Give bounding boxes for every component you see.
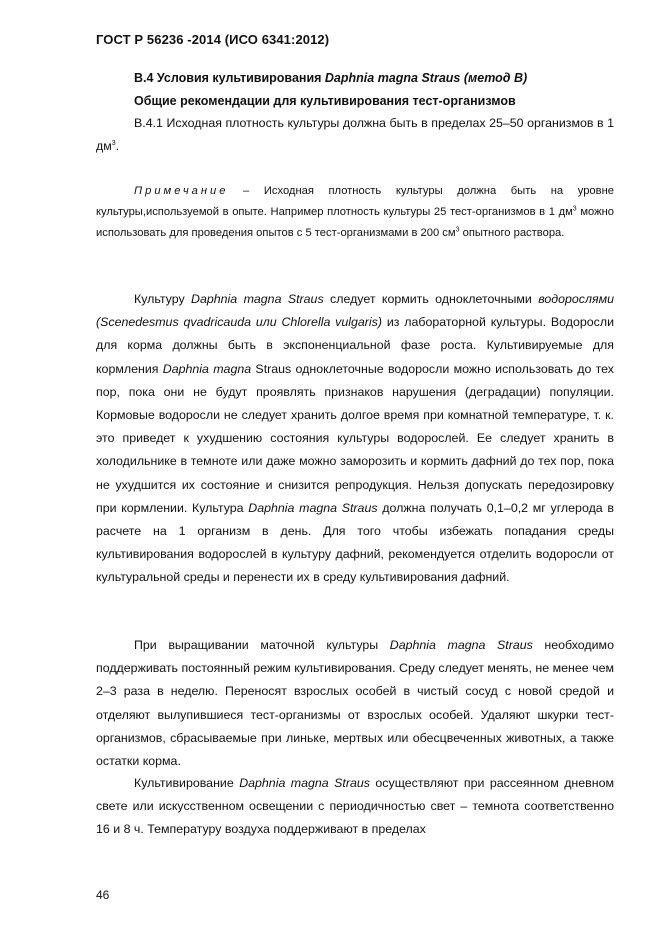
- section-title-text: В.4 Условия культивирования: [134, 71, 325, 85]
- algae-names: водорослями (Scenedesmus qvadricauda или Chlorella vulgaris): [96, 292, 614, 330]
- superscript: 3: [111, 140, 116, 148]
- species-name: Daphnia magna Straus: [239, 776, 370, 790]
- species-name: Daphnia magna Straus: [248, 500, 378, 515]
- text-run: из лабораторной культуры. Водоросли для корма должны быть в экспоненциальной фазе роста. Культивируемые для кормления: [96, 315, 614, 376]
- section-title-species: Daphnia magna Straus (метод В): [324, 71, 528, 85]
- paragraph-stock-culture: [96, 634, 614, 773]
- note-label: Примечание: [134, 185, 229, 197]
- text-run: необходимо поддерживать постоянный режим культивирования. Среду следует менять, не менее чем 2–3 раза в неделю. Переносят взрослых особей в чистый сосуд с новой средой и отделяют вылупившиеся тест-организмы от взрослых особей. Удаляют шкурки тест-организмов, сбрасываемые при линьке, мертвых или обесцвеченных животных, а также остатки корма.: [96, 638, 614, 769]
- section-title: [134, 71, 527, 85]
- paragraph-b41-end: .: [115, 139, 120, 154]
- note-text-2: можно использовать для проведения опытов с 5 тест-организмами в 200 см: [96, 206, 614, 239]
- note-text-3: опытного раствора.: [459, 227, 565, 239]
- text-run: При выращивании маточной культуры: [134, 638, 390, 652]
- paragraph-lighting: [96, 772, 614, 842]
- species-name: Daphnia magna Straus: [389, 638, 533, 652]
- paragraph-b41: [96, 112, 614, 158]
- superscript: 3: [572, 205, 577, 213]
- note-block: [96, 181, 614, 244]
- paragraph-b41-text: В.4.1 Исходная плотность культуры должна быть в пределах 25–50 организмов в 1 дм: [96, 116, 614, 154]
- note-text-1: – Исходная плотность культуры должна быть на уровне культуры,используемой в опыте. Например плотность культуры 25 тест-организмов в 1 дм: [96, 185, 614, 218]
- text-run: Культуру: [134, 292, 192, 306]
- page-number: 46: [96, 888, 110, 902]
- text-run: Культивирование: [134, 776, 240, 790]
- document-code-header: ГОСТ Р 56236 -2014 (ИСО 6341:2012): [96, 32, 330, 47]
- text-run: должна получать 0,1–0,2 мг углерода в расчете на 1 организм в день. Для того чтобы избежать попадания среды культивирования водорослей в культуру дафний, рекомендуется отделить водоросли от культуральной среды и перенести их в среду культивирования дафний.: [96, 500, 614, 585]
- text-run: Straus одноклеточные водоросли можно использовать до тех пор, пока они не будут проявлять признаков нарушения (деградации) популяции. Кормовые водоросли не следует хранить долгое время при комнатной температуре, т. к. это приведет к ухудшению состояния культуры водорослей. Ее следует хранить в холодильнике в темноте или даже можно заморозить и кормить дафний до тех пор, пока не ухудшится их состояние и снизится репродукция. Нельзя допускать передозировку при кормлении. Культура: [96, 361, 614, 515]
- species-name: Daphnia magna Straus: [191, 292, 324, 306]
- section-subtitle: Общие рекомендации для культивирования тест-организмов: [134, 94, 516, 108]
- superscript: 3: [455, 226, 460, 234]
- text-run: следует кормить одноклеточными: [323, 292, 539, 306]
- text-run: осуществляют при рассеянном дневном свете или искусственном освещении с периодичностью свет – темнота соответственно 16 и 8 ч. Температуру воздуха поддерживают в пределах: [96, 776, 614, 837]
- species-name: Daphnia magna: [162, 361, 252, 376]
- paragraph-feeding: [96, 288, 614, 590]
